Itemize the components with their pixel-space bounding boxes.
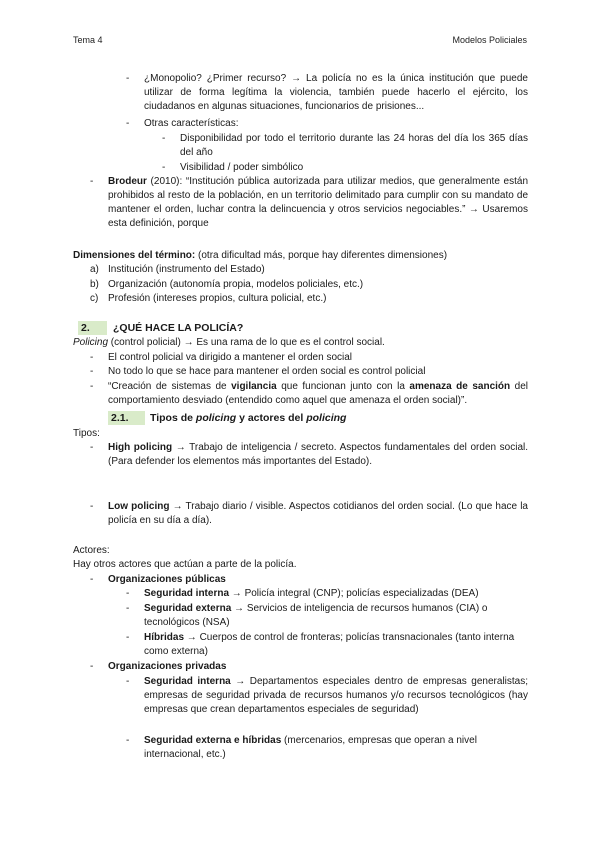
quote-part: que funcionan junto con la	[276, 381, 410, 392]
term-text: → Departamentos especiales dentro de empresas generalistas; empresas de seguridad privada de recursos humanos y/o recursos tecnológicos (hay empresas que crean departamentos especiales de seguridad)	[144, 676, 529, 715]
item-marker: c)	[90, 293, 99, 304]
term-text: → Servicios de inteligencia de recursos humanos (CIA) o tecnológicos (NSA)	[144, 603, 488, 628]
term-text: → Trabajo de inteligencia / secreto. Aspectos fundamentales del orden social. (Para defender los elementos más importantes del Estado).	[108, 442, 529, 467]
bullet-dash: -	[90, 574, 94, 585]
term-text: → Cuerpos de control de fronteras; policías transnacionales (tanto interna como externa)	[144, 632, 515, 657]
disponibilidad-text: Disponibilidad por todo el territorio durante las 24 horas del día los 365 días del año	[180, 133, 528, 158]
actores-label: Actores:	[73, 545, 110, 556]
bullet-dash: -	[90, 366, 94, 377]
section-heading-2-1	[108, 411, 528, 425]
brodeur-text	[108, 175, 528, 231]
bullet-dash: -	[126, 735, 130, 746]
title-italic: policing	[306, 412, 347, 424]
term-bold: High policing	[108, 442, 173, 453]
bullet-dash: -	[126, 676, 130, 687]
section-title	[150, 412, 346, 424]
section-number: 2.1.	[108, 411, 145, 425]
list-item-brodeur	[90, 175, 528, 231]
title-italic: policing	[195, 412, 237, 424]
item-marker: b)	[90, 279, 99, 290]
dimensiones-title: Dimensiones del término:	[73, 250, 196, 261]
bullet-dash: -	[126, 588, 130, 599]
section-number: 2.	[78, 321, 107, 335]
bullet-dash: -	[90, 442, 94, 453]
priv-externa-text	[144, 734, 528, 762]
bullet-dash: -	[90, 176, 94, 187]
quote-bold: amenaza de sanción	[409, 381, 511, 392]
term-text: → Trabajo diario / visible. Aspectos cotidianos del orden social. (Lo que hace la policía en su día a día).	[108, 501, 528, 526]
dimensiones-heading	[73, 249, 528, 263]
term-bold: Seguridad interna	[144, 588, 230, 599]
section-title: ¿QUÉ HACE LA POLICÍA?	[113, 322, 244, 334]
dimension-item-b	[90, 278, 528, 292]
quote-part: “Creación de sistemas de	[108, 381, 232, 392]
dimension-item-a	[90, 263, 528, 277]
term-bold: Híbridas	[144, 632, 185, 643]
visibilidad-text: Visibilidad / poder simbólico	[180, 162, 304, 173]
list-item-high-policing	[90, 441, 528, 469]
bullet-dash: -	[90, 352, 94, 363]
bullet-dash: -	[90, 501, 94, 512]
item-text: Organización (autonomía propia, modelos policiales, etc.)	[108, 279, 364, 290]
bullet-dash: -	[126, 118, 130, 129]
list-item-priv-interna	[126, 675, 528, 717]
otras-label: Otras características:	[144, 118, 239, 129]
publicas-title: Organizaciones públicas	[108, 574, 226, 585]
actores-intro: Hay otros actores que actúan a parte de la policía.	[73, 559, 297, 570]
quote-part: del comportamiento desviado (entendido como aquel que amenaza el orden social)”.	[108, 381, 528, 406]
list-item-privadas	[90, 660, 528, 674]
control-text: El control policial va dirigido a mantener el orden social	[108, 352, 353, 363]
low-policing-text	[108, 500, 528, 528]
bullet-dash: -	[126, 632, 130, 643]
high-policing-text	[108, 441, 528, 469]
bullet-dash: -	[90, 381, 94, 392]
bullet-dash: -	[162, 162, 166, 173]
term-bold: Seguridad interna	[144, 676, 231, 687]
pub-externa-text	[144, 602, 528, 630]
bullet-dash: -	[126, 603, 130, 614]
list-item-control	[90, 351, 528, 365]
item-marker: a)	[90, 264, 99, 275]
list-item-monopolio	[126, 72, 528, 114]
quote-bold: vigilancia	[231, 381, 277, 392]
term-text: → Policía integral (CNP); policías especializadas (DEA)	[229, 588, 479, 599]
list-item-publicas	[90, 573, 528, 587]
bullet-dash: -	[90, 661, 94, 672]
list-item-visibilidad	[162, 161, 528, 175]
title-part: Tipos de	[150, 412, 196, 424]
privadas-title: Organizaciones privadas	[108, 661, 227, 672]
quote-text	[108, 380, 528, 408]
item-text: Institución (instrumento del Estado)	[108, 264, 265, 275]
list-item-pub-hibridas	[126, 631, 528, 659]
list-item-no-todo	[90, 365, 528, 379]
header-topic: Tema 4	[73, 35, 103, 45]
policing-term: Policing	[73, 337, 109, 348]
policing-intro	[73, 336, 528, 350]
tipos-label: Tipos:	[73, 428, 100, 439]
dimension-item-c	[90, 292, 528, 306]
priv-interna-text	[144, 675, 528, 717]
policing-intro-text: (control policial) → Es una rama de lo que es el control social.	[108, 337, 385, 348]
pub-hibridas-text	[144, 631, 528, 659]
monopolio-text: ¿Monopolio? ¿Primer recurso? → La policía no es la única institución que puede utilizar de forma legítima la violencia, también puede hacerlo el ejército, los ciudadanos en algunas situaciones, funcionarios de prisiones...	[144, 73, 528, 112]
dimensiones-rest: (otra dificultad más, porque hay diferentes dimensiones)	[195, 250, 448, 261]
brodeur-name: Brodeur	[108, 176, 147, 187]
title-part: y actores del	[236, 412, 307, 424]
list-item-otras	[126, 117, 528, 131]
section-heading-2	[78, 321, 528, 335]
list-item-priv-externa	[126, 734, 528, 762]
list-item-low-policing	[90, 500, 528, 528]
brodeur-definition: (2010): “Institución pública autorizada para utilizar medios, que generalmente están prohibidos al resto de la población, en un territorio delimitado para cumplir con su mandato de mantener el orden, luchar contra la delincuencia y otros servicios negociables.” → Usaremos esta definición, porque	[108, 176, 528, 229]
item-text: Profesión (intereses propios, cultura policial, etc.)	[108, 293, 327, 304]
list-item-pub-interna	[126, 587, 528, 601]
bullet-dash: -	[162, 133, 166, 144]
list-item-disponibilidad	[162, 132, 528, 160]
no-todo-text: No todo lo que se hace para mantener el orden social es control policial	[108, 366, 426, 377]
pub-interna-text	[144, 587, 528, 601]
bullet-dash: -	[126, 73, 130, 84]
term-bold: Low policing	[108, 501, 170, 512]
term-text: (mercenarios, empresas que operan a nivel internacional, etc.)	[144, 735, 477, 760]
list-item-quote	[90, 380, 528, 408]
list-item-pub-externa	[126, 602, 528, 630]
header-title: Modelos Policiales	[452, 35, 527, 45]
term-bold: Seguridad externa	[144, 603, 232, 614]
term-bold: Seguridad externa e híbridas	[144, 735, 282, 746]
